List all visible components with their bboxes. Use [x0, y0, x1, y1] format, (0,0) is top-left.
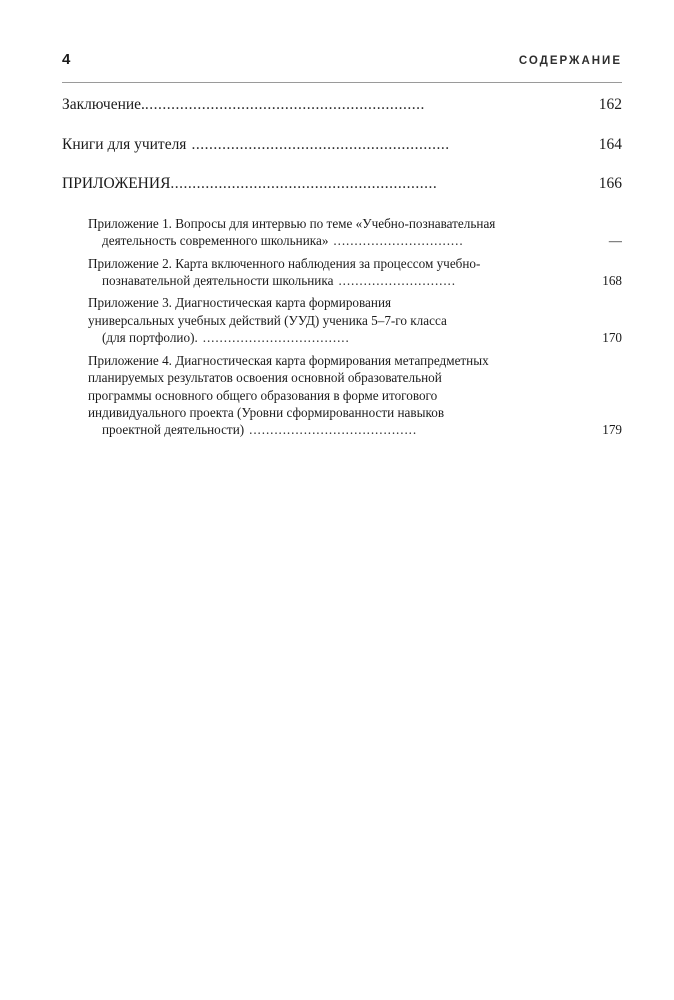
running-head-title: СОДЕРЖАНИЕ: [518, 55, 622, 67]
toc-entry-title: ПРИЛОЖЕНИЯ: [62, 175, 171, 193]
toc-subentry-line: программы основного общего образования в форме итогового: [88, 387, 438, 403]
toc-subentry-line: Приложение 1. Вопросы для интервью по теме «Учебно-познавательная: [88, 215, 496, 231]
toc-subentry-last-line: [88, 272, 622, 289]
toc-leader-dots: .............................................................: [170, 175, 438, 193]
toc-subentry-last-line: [88, 421, 622, 438]
toc-subentry-page-number: —: [608, 233, 622, 249]
toc-sub-list: [62, 215, 622, 439]
toc-subentry[interactable]: [62, 352, 622, 439]
toc-subentry-text: [88, 352, 622, 422]
toc-entry-page-number: 166: [598, 175, 622, 193]
toc-entry-page-number: 164: [598, 135, 622, 153]
toc-entry[interactable]: [62, 175, 622, 194]
toc-subentry[interactable]: [62, 294, 622, 346]
toc-subentry-page-number: 168: [602, 273, 622, 289]
toc-subentry-last-line-text: проектной деятельности): [102, 422, 245, 438]
toc-subentry-line: индивидуального проекта (Уровни сформированности навыков: [88, 405, 445, 420]
toc-subentry[interactable]: [62, 255, 622, 290]
toc-subentry-line: Приложение 4. Диагностическая карта формирования метапредметных: [88, 352, 489, 368]
running-head: [62, 52, 622, 74]
toc-entry-page-number: 162: [598, 96, 622, 113]
toc-subentry-text: [88, 294, 622, 329]
toc-leader-dots: ........................................: [249, 422, 418, 438]
toc-leader-dots: ...................................: [202, 330, 350, 346]
header-divider: [62, 82, 622, 83]
toc-subentry-last-line-text: (для портфолио).: [102, 330, 198, 346]
toc-subentry-last-line-text: познавательной деятельности школьника: [102, 273, 334, 289]
toc-subentry-line: универсальных учебных действий (УУД) ученика 5–7-го класса: [88, 312, 447, 328]
toc-subentry-text: [88, 255, 622, 272]
table-of-contents: [62, 96, 622, 444]
toc-subentry-line: планируемых результатов освоения основной образовательной: [88, 370, 442, 386]
toc-leader-dots: ...........................................................: [191, 135, 450, 153]
toc-subentry[interactable]: [62, 215, 622, 250]
toc-subentry-last-line: [88, 329, 622, 346]
toc-leader-dots: ...............................: [333, 233, 464, 249]
toc-leader-dots: ............................: [338, 273, 456, 289]
page-number: 4: [62, 51, 71, 68]
toc-subentry-line: Приложение 2. Карта включенного наблюдения за процессом учебно-: [88, 255, 481, 271]
toc-entry[interactable]: [62, 96, 622, 115]
toc-subentry-page-number: 170: [602, 330, 622, 346]
toc-subentry-page-number: 179: [602, 422, 622, 438]
toc-subentry-last-line: [88, 232, 622, 249]
toc-subentry-last-line-text: деятельность современного школьника»: [102, 233, 329, 249]
toc-subentry-text: [88, 215, 622, 232]
toc-entry-title: Книги для учителя: [62, 135, 187, 153]
toc-subentry-line: Приложение 3. Диагностическая карта формирования: [88, 295, 392, 311]
toc-leader-dots: ................................................................: [144, 96, 425, 113]
toc-entry-title: Заключение.: [62, 96, 145, 113]
toc-entry[interactable]: [62, 136, 622, 155]
toc-main-list: [62, 96, 622, 194]
